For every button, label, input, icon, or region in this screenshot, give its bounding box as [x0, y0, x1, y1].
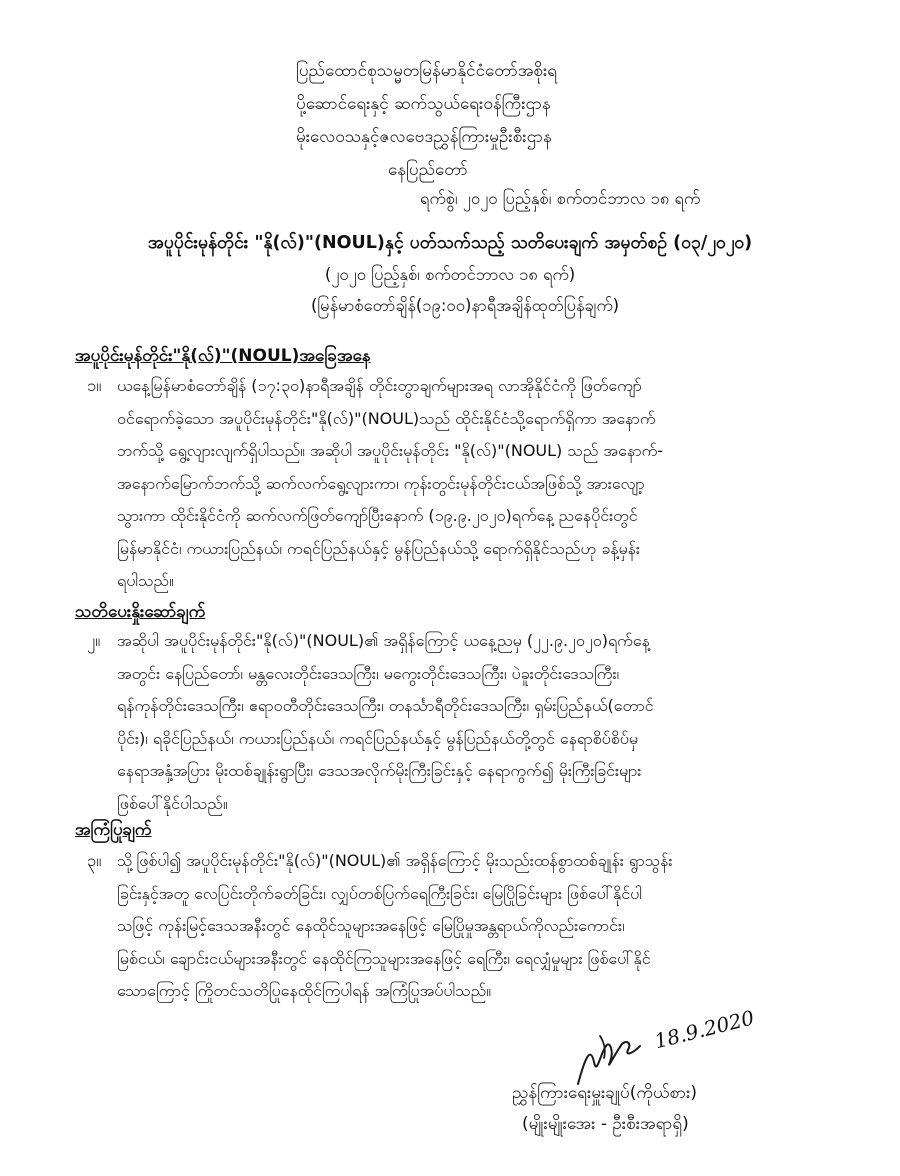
- paragraph-line: သဖြင့် ကုန်းမြင့်ဒေသအနီးတွင် နေထိုင်သူများအနေဖြင့် မြေပြိုမှုအန္တရာယ်ကိုလည်းကောင်း၊: [117, 916, 625, 935]
- paragraph-line: ခြင်းနှင့်အတူ လေပြင်းတိုက်ခတ်ခြင်း၊ လျှပ်တစ်ပြက်ရေကြီးခြင်း၊ မြေပြိုခြင်းများ ဖြစ်ပေါ်နိုင်ပါ: [117, 883, 643, 903]
- paragraph-line: နေရာအနှံ့အပြား မိုးထစ်ချုန်းရွာပြီး၊ ဒေသအလိုက်မိုးကြီးခြင်းနှင့် နေရာကွက်၍ မိုးကြီးခြင်းများ: [117, 761, 642, 780]
- paragraph-line: ပိုင်း)၊ ရခိုင်ပြည်နယ်၊ ကယားပြည်နယ်၊ ကရင်ပြည်နယ်နှင့် မွန်ပြည်နယ်တို့တွင် နေရာစိပ်စိပ်မှ: [117, 728, 639, 748]
- paragraph-line: မြစ်ငယ်၊ ချောင်းငယ်များအနီးတွင် နေထိုင်ကြသူများအနေဖြင့် ရေကြီး၊ ရေလျှံမှုများ ဖြစ်ပေါ်နိုင်: [117, 948, 651, 968]
- bulletin-title: အပူပိုင်းမုန်တိုင်း "နို(လ်)"(NOUL)နှင့် ပတ်သက်သည့် သတိပေးချက် အမှတ်စဉ် (၀၃/၂၀၂၀): [147, 233, 753, 253]
- section-heading-advice: အကြံပြုချက်: [75, 820, 152, 840]
- paragraph-line: အဆိုပါ အပူပိုင်းမုန်တိုင်း"နို(လ်)"(NOUL)၏ အရှိန်ကြောင့် ယနေ့ညမှ (၂၂.၉.၂၀၂၀)ရက်နေ့: [117, 631, 650, 650]
- paragraph-storm-status: [117, 370, 829, 598]
- bulletin-date: (၂၀၂၀ ပြည့်နှစ်၊ စက်တင်ဘာလ ၁၈ ရက်): [324, 265, 576, 284]
- paragraph-number: ၁။: [87, 376, 102, 395]
- paragraph-line: ယနေ့မြန်မာစံတော်ချိန် (၁၇:၃၀)နာရီအချိန် တိုင်းတွာချက်များအရ လာအိုနိုင်ငံကို ဖြတ်ကျော်: [117, 376, 642, 395]
- signatory-title: ညွှန်ကြားရေးမှူးချုပ်(ကိုယ်စား): [512, 1083, 698, 1103]
- header-ministry: ပို့ဆောင်ရေးနှင့် ဆက်သွယ်ရေးဝန်ကြီးဌာန: [296, 94, 551, 114]
- paragraph-line: ဘက်သို့ ရွေ့လျားလျက်ရှိပါသည်။ အဆိုပါ အပူပိုင်းမုန်တိုင်း "နို(လ်)"(NOUL) သည် အနောက်-: [117, 441, 664, 460]
- header-location: နေပြည်တော်: [388, 160, 468, 180]
- paragraph-advice: [117, 845, 829, 1008]
- paragraph-line: ဖြစ်ပေါ်နိုင်ပါသည်။: [117, 793, 228, 813]
- bulletin-issue-time: (မြန်မာစံတော်ချိန်(၁၉:၀၀)နာရီအချိန်ထုတ်ပြန်ချက်): [310, 296, 620, 315]
- paragraph-line: ဝင်ရောက်ခဲ့သော အပူပိုင်းမုန်တိုင်း"နို(လ်)"(NOUL)သည် ထိုင်းနိုင်ငံသို့ရောက်ရှိကာ အနောက်: [117, 408, 656, 428]
- paragraph-line: အတွင်း နေပြည်တော်၊ မန္တလေးတိုင်းဒေသကြီး၊ မကွေးတိုင်းဒေသကြီး၊ ပဲခူးတိုင်းဒေသကြီး၊: [117, 663, 620, 683]
- paragraph-line: သို့ဖြစ်ပါ၍ အပူပိုင်းမုန်တိုင်း"နို(လ်)"(NOUL)၏ အရှိန်ကြောင့် မိုးသည်းထန်စွာထစ်ချုန်း ရွာသွန်း: [117, 851, 673, 870]
- signature-date: 18.9.2020: [652, 1005, 757, 1054]
- header-government: ပြည်ထောင်စုသမ္မတမြန်မာနိုင်ငံတော်အစိုးရ: [296, 61, 558, 81]
- paragraph-line: ရပါသည်။: [117, 571, 174, 590]
- paragraph-line: ရန်ကုန်တိုင်းဒေသကြီး၊ ဧရာဝတီတိုင်းဒေသကြီး၊ တနင်္သာရီတိုင်းဒေသကြီး၊ ရှမ်းပြည်နယ်(တောင်: [117, 696, 654, 715]
- paragraph-number: ၃။: [87, 851, 102, 870]
- paragraph-line: သောကြောင့် ကြိုတင်သတိပြုနေထိုင်ကြပါရန် အကြံပြုအပ်ပါသည်။: [117, 981, 492, 1000]
- signatory-name: (မျိုးမျိုးအေး - ဦးစီးအရာရှိ): [522, 1114, 689, 1134]
- section-heading-warning: သတိပေးနှိုးဆော်ချက်: [75, 602, 206, 622]
- paragraph-line: အနောက်မြောက်ဘက်သို့ ဆက်လက်ရွေ့လျားကာ၊ ကုန်းတွင်းမုန်တိုင်းငယ်အဖြစ်သို့ အားလျော့: [117, 473, 645, 493]
- paragraph-line: သွားကာ ထိုင်းနိုင်ငံကို ဆက်လက်ဖြတ်ကျော်ပြီးနောက် (၁၉.၉.၂၀၂၀)ရက်နေ့ ညနေပိုင်းတွင်: [117, 506, 638, 525]
- section-heading-storm-status: အပူပိုင်းမုန်တိုင်း"နို(လ်)"(NOUL)အခြေအနေ: [75, 346, 371, 366]
- paragraph-number: ၂။: [87, 631, 101, 650]
- header-date: ရက်စွဲ၊ ၂၀၂၀ ပြည့်နှစ်၊ စက်တင်ဘာလ ၁၈ ရက်: [420, 189, 701, 208]
- paragraph-line: မြန်မာနိုင်ငံ၊ ကယားပြည်နယ်၊ ကရင်ပြည်နယ်နှင့် မွန်ပြည်နယ်သို့ ရောက်ရှိနိုင်သည်ဟု ခန့်မှန်း: [117, 538, 640, 558]
- paragraph-warning: [117, 625, 829, 820]
- header-department: မိုးလေဝသနှင့်ဇလဗေဒညွှန်ကြားမှုဦးစီးဌာန: [296, 127, 552, 147]
